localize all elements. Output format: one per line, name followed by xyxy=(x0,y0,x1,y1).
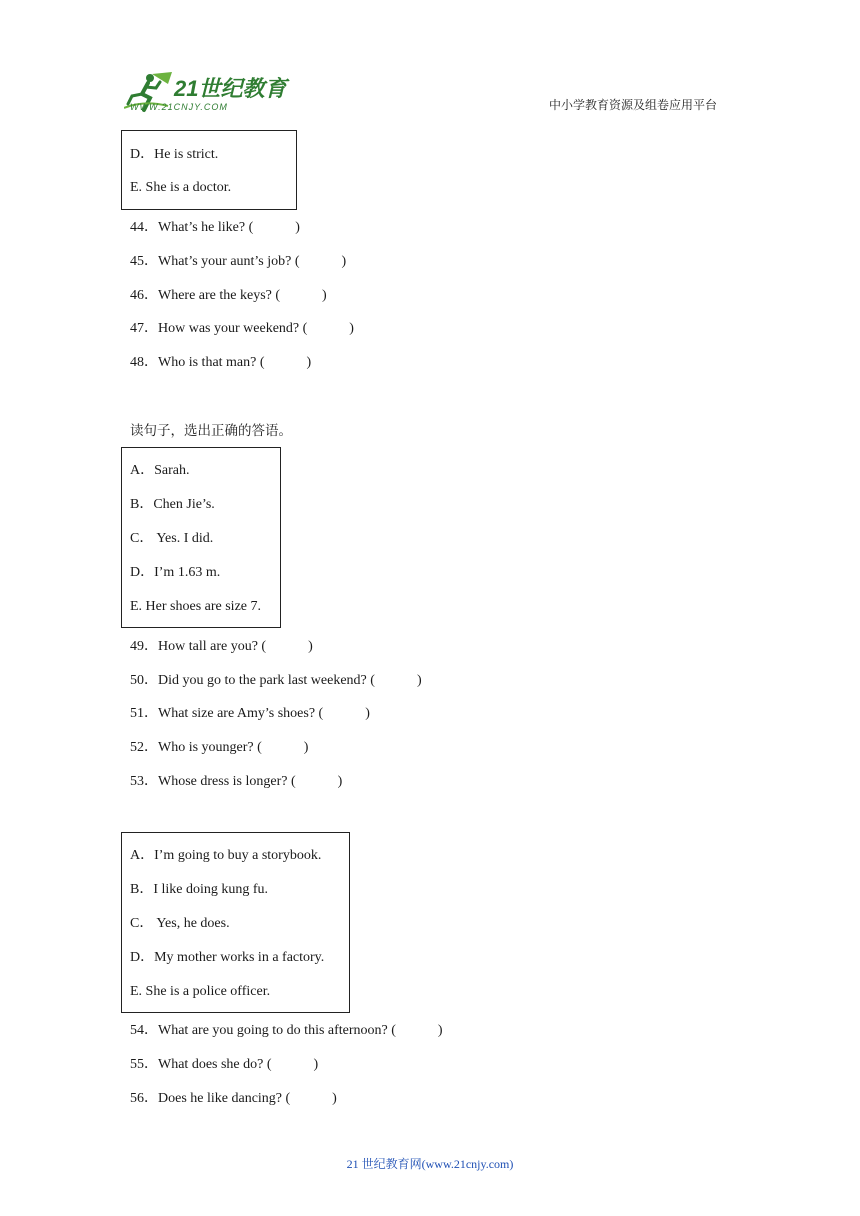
option-b: B．I like doing kung fu. xyxy=(130,882,269,897)
option-b: B．Chen Jie’s. xyxy=(130,497,215,512)
option-e: E. She is a doctor. xyxy=(130,180,232,195)
option-e: E. She is a police officer. xyxy=(130,984,271,999)
question-54: 54．What are you going to do this afternoon? ( ) xyxy=(130,1023,443,1038)
option-a: A．Sarah. xyxy=(130,463,190,478)
option-d: D．My mother works in a factory. xyxy=(130,950,325,965)
options-box-3 xyxy=(121,832,350,1013)
question-53: 53．Whose dress is longer? ( ) xyxy=(130,774,343,789)
section-instruction: 读句子，选出正确的答语。 xyxy=(130,423,292,439)
options-box-2 xyxy=(121,447,281,628)
question-45: 45．What’s your aunt’s job? ( ) xyxy=(130,254,347,269)
option-d: D．He is strict. xyxy=(130,147,219,162)
logo-text: 21世纪教育 xyxy=(174,76,287,101)
option-c: C． Yes. I did. xyxy=(130,531,214,546)
question-47: 47．How was your weekend? ( ) xyxy=(130,321,354,336)
footer-link[interactable]: 21 世纪教育网(www.21cnjy.com) xyxy=(346,1157,514,1171)
option-c: C． Yes, he does. xyxy=(130,916,230,931)
question-52: 52．Who is younger? ( ) xyxy=(130,740,309,755)
site-logo xyxy=(122,70,292,118)
question-56: 56．Does he like dancing? ( ) xyxy=(130,1091,337,1106)
question-48: 48．Who is that man? ( ) xyxy=(130,355,312,370)
option-d: D．I’m 1.63 m. xyxy=(130,565,221,580)
logo-url: WWW.21CNJY.COM xyxy=(130,102,228,112)
question-50: 50．Did you go to the park last weekend? ( ) xyxy=(130,673,422,688)
platform-title: 中小学教育资源及组卷应用平台 xyxy=(549,98,718,112)
option-a: A．I’m going to buy a storybook. xyxy=(130,848,322,863)
question-46: 46．Where are the keys? ( ) xyxy=(130,288,327,303)
question-51: 51．What size are Amy’s shoes? ( ) xyxy=(130,706,370,721)
option-e: E. Her shoes are size 7. xyxy=(130,599,262,614)
question-55: 55．What does she do? ( ) xyxy=(130,1057,319,1072)
options-box-1 xyxy=(121,130,297,210)
question-44: 44．What’s he like? ( ) xyxy=(130,220,300,235)
question-49: 49．How tall are you? ( ) xyxy=(130,639,313,654)
